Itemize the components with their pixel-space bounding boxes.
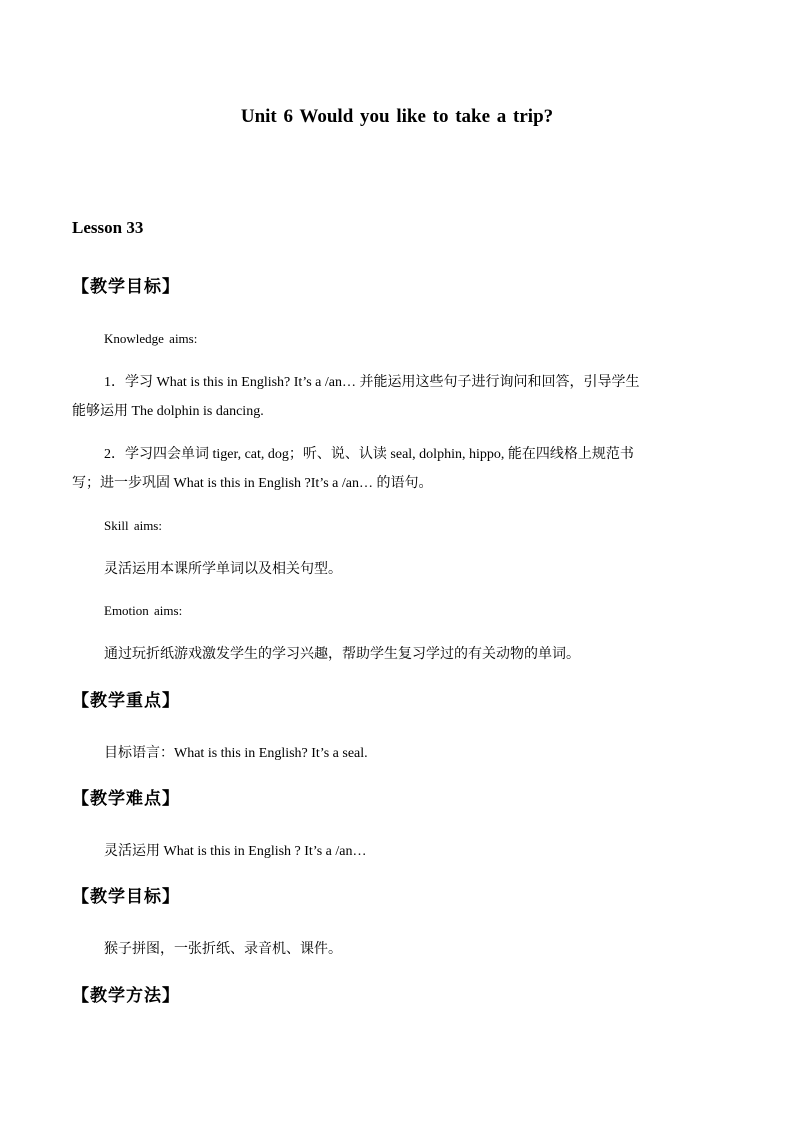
aim-item-1-line-1: 1．学习 What is this in English? It’s a /an… 并能运用这些句子进行询问和回答，引导学生 [104, 375, 640, 390]
knowledge-aims-label: Knowledge aims: [104, 331, 198, 346]
difficult-points-text: 灵活运用 What is this in English ? It’s a /an… [104, 844, 367, 859]
aim-item-2-line-2: 写；进一步巩固 What is this in English ?It’s a /an… 的语句。 [72, 476, 433, 491]
aim-item-2-line-1: 2．学习四会单词 tiger, cat, dog；听、说、认读 seal, dolphin, hippo, 能在四线格上规范书 [104, 447, 634, 462]
aim-item-1-line-2: 能够运用 The dolphin is dancing. [72, 404, 264, 419]
section-heading-goals-2: 【教学目标】 [72, 887, 180, 906]
section-heading-goals: 【教学目标】 [72, 277, 180, 296]
key-points-text: 目标语言：What is this in English? It’s a seal. [104, 746, 368, 761]
materials-text: 猴子拼图，一张折纸、录音机、课件。 [104, 942, 342, 957]
lesson-heading: Lesson 33 [72, 218, 144, 237]
section-heading-key-points: 【教学重点】 [72, 691, 180, 710]
skill-aims-label: Skill aims: [104, 518, 162, 533]
skill-aims-text: 灵活运用本课所学单词以及相关句型。 [104, 562, 342, 577]
section-heading-method: 【教学方法】 [72, 986, 180, 1005]
section-heading-difficult-points: 【教学难点】 [72, 789, 180, 808]
document-title: Unit 6 Would you like to take a trip? [240, 106, 554, 127]
emotion-aims-label: Emotion aims: [104, 603, 183, 618]
emotion-aims-text: 通过玩折纸游戏激发学生的学习兴趣，帮助学生复习学过的有关动物的单词。 [104, 647, 580, 662]
